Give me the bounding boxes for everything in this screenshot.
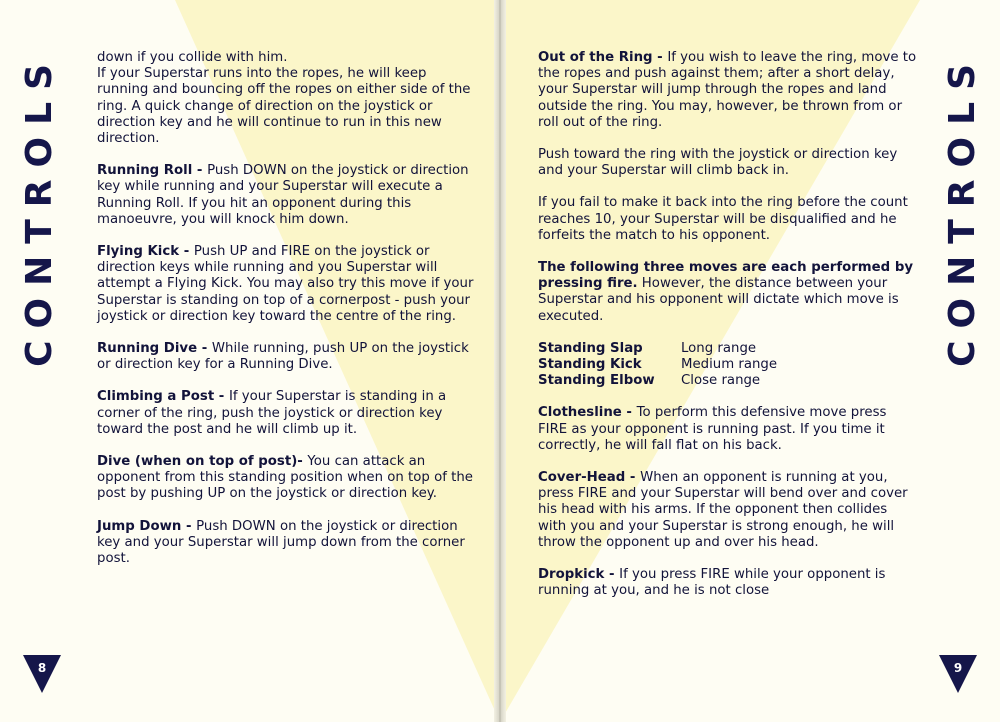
move-range: Long range: [681, 340, 757, 356]
para-title: The following three moves are each performed by pressing fire.: [538, 260, 914, 292]
para-text: You can attack an opponent from this standing position when on top of the post by pushing UP on the joystick or direction key.: [97, 454, 473, 502]
left-column: [97, 50, 477, 583]
left-para-4: [97, 341, 477, 373]
move-range: Close range: [681, 373, 761, 389]
para-text: down if you collide with him. If your Superstar runs into the ropes, he will keep running and bouncing off the ropes on either side of the ring. A quick change of direction on the joystick or direction key and he will continue to run in this new direction.: [97, 50, 471, 147]
left-para-6: [97, 454, 477, 503]
left-para-5: [97, 389, 477, 438]
right-column: [538, 50, 918, 615]
left-para-3: [97, 244, 477, 325]
left-para-1: [97, 50, 477, 147]
para-title: Jump Down -: [97, 518, 197, 534]
page-number: 9: [953, 661, 963, 675]
para-title: Running Roll -: [97, 163, 208, 179]
move-name: Standing Kick: [538, 357, 642, 373]
para-title: Out of the Ring -: [538, 50, 668, 65]
para-text: Push UP and FIRE on the joystick or direction keys while running and you Superstar will attempt a Flying Kick. You may also try this move if your Superstar is standing on top of a cornerpost - push your joystick or direction key toward the centre of the ring.: [97, 244, 474, 324]
para-title: Dive (when on top of post)-: [97, 454, 308, 470]
move-name: Standing Slap: [538, 340, 643, 356]
list-item: [538, 341, 918, 357]
right-para-3: [538, 195, 918, 244]
para-text: If you wish to leave the ring, move to the ropes and push against them; after a short delay, your Superstar will jump through the ropes and land outside the ring. You may, however, be thrown from or roll out of the ring.: [538, 50, 917, 130]
left-side-title: CONTROLS: [19, 52, 60, 367]
page-number-badge-left: [22, 655, 62, 695]
book-gutter: [494, 0, 506, 722]
right-para-4: [538, 260, 918, 325]
right-para-7: [538, 567, 918, 599]
para-text: Push toward the ring with the joystick or direction key and your Superstar will climb back in.: [538, 147, 898, 179]
right-para-1: [538, 50, 918, 131]
left-para-7: [97, 519, 477, 568]
para-title: Running Dive -: [97, 341, 212, 357]
para-text: When an opponent is running at you, press FIRE and your Superstar will bend over and cover his head with his arms. If the opponent then collides with you and your Superstar is strong enough, he will throw the opponent up and over his head.: [538, 470, 908, 550]
para-text: If your Superstar is standing in a corner of the ring, push the joystick or direction key toward the post and he will climb up it.: [97, 389, 447, 437]
para-title: Climbing a Post -: [97, 389, 229, 405]
right-para-2: [538, 147, 918, 179]
para-text: To perform this defensive move press FIRE as your opponent is running past. If you time it correctly, he will fall flat on his back.: [538, 405, 887, 453]
para-title: Dropkick -: [538, 567, 620, 583]
list-item: [538, 357, 918, 373]
list-item: [538, 373, 918, 389]
right-side-title: CONTROLS: [942, 52, 983, 367]
page-number: 8: [37, 661, 47, 675]
move-range: Medium range: [681, 357, 778, 373]
para-text: Push DOWN on the joystick or direction key while running and your Superstar will execute a Running Roll. If you hit an opponent during this manoeuvre, you will knock him down.: [97, 163, 469, 227]
para-text: If you fail to make it back into the ring before the count reaches 10, your Superstar will be disqualified and he forfeits the match to his opponent.: [538, 195, 908, 243]
para-text: While running, push UP on the joystick or direction key for a Running Dive.: [97, 341, 469, 373]
para-title: Flying Kick -: [97, 244, 194, 260]
fire-moves-list: [538, 341, 918, 390]
right-para-5: [538, 405, 918, 454]
page-number-badge-right: [938, 655, 978, 695]
para-text: However, the distance between your Superstar and his opponent will dictate which move is executed.: [538, 276, 899, 324]
left-para-2: [97, 163, 477, 228]
para-title: Cover-Head -: [538, 470, 641, 486]
para-text: Push DOWN on the joystick or direction key and your Superstar will jump down from the corner post.: [97, 518, 465, 567]
right-page: [500, 0, 1000, 722]
para-text: If you press FIRE while your opponent is running at you, and he is not close: [538, 567, 886, 599]
para-title: Clothesline -: [538, 405, 637, 421]
move-name: Standing Elbow: [538, 373, 655, 389]
right-para-6: [538, 470, 918, 551]
